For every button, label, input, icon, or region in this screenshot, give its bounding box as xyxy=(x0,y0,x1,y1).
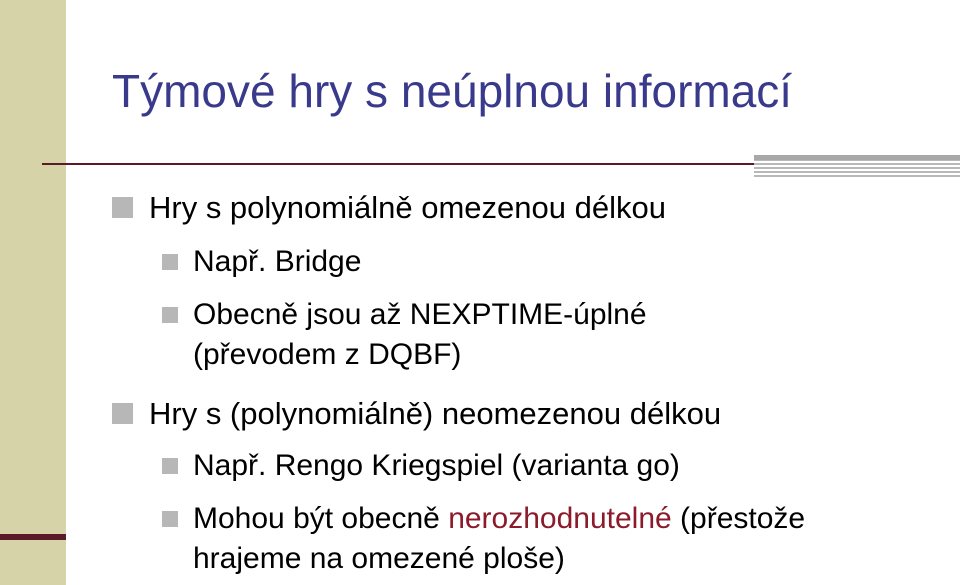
sub-bullet-text: Např. Bridge xyxy=(193,245,362,278)
sub-bullet-item xyxy=(162,499,805,579)
sub-bullet-line xyxy=(193,502,805,535)
left-decor-accent xyxy=(0,534,66,540)
sub-bullet-text xyxy=(193,295,647,375)
bullet-text: Hry s (polynomiálně) neomezenou délkou xyxy=(149,396,722,431)
sub-bullet-line: (převodem z DQBF) xyxy=(193,338,462,371)
sub-bullet-line: hrajeme na omezené ploše) xyxy=(193,542,565,575)
sub-bullet-item xyxy=(162,242,361,282)
sub-bullet-line: Obecně jsou až NEXPTIME-úplné xyxy=(193,298,647,331)
left-decor-bar xyxy=(0,0,66,585)
slide-title: Týmové hry s neúplnou informací xyxy=(112,65,793,117)
text-segment: (přestože xyxy=(671,502,806,535)
sub-bullet-text: Např. Rengo Kriegspiel (varianta go) xyxy=(193,449,680,482)
square-bullet-icon xyxy=(162,511,178,527)
sub-bullet-item xyxy=(162,446,680,486)
highlighted-term: nerozhodnutelné xyxy=(448,502,672,535)
square-bullet-icon xyxy=(162,458,178,474)
bullet-item xyxy=(112,396,721,432)
sub-bullet-text xyxy=(193,499,805,579)
square-bullet-icon xyxy=(112,197,133,218)
square-bullet-icon xyxy=(162,254,178,270)
text-segment: Mohou být obecně xyxy=(193,502,449,535)
bullet-item xyxy=(112,190,666,226)
title-decor-band xyxy=(754,155,960,160)
bullet-text: Hry s polynomiálně omezenou délkou xyxy=(149,190,666,225)
sub-bullet-item xyxy=(162,295,647,375)
square-bullet-icon xyxy=(162,307,178,323)
title-underline xyxy=(42,163,754,165)
square-bullet-icon xyxy=(112,403,133,424)
